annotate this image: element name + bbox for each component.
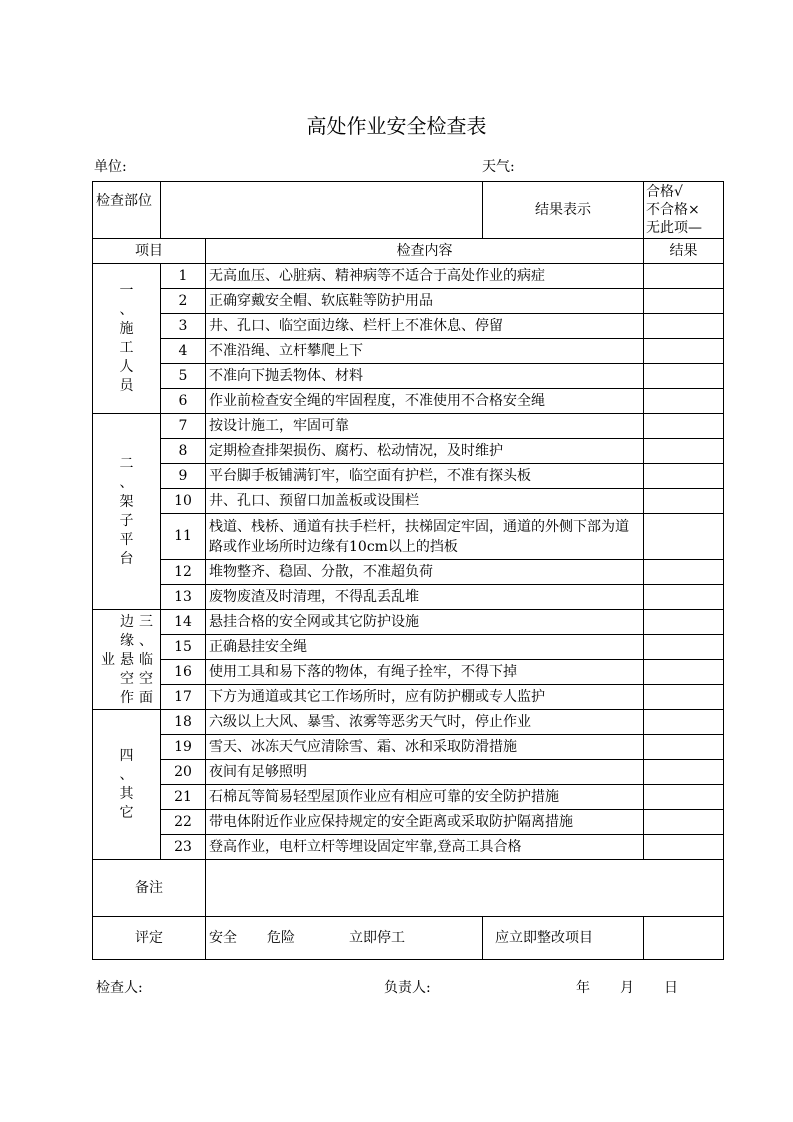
result-legend-label: 结果表示	[483, 182, 644, 239]
table-row	[93, 514, 724, 560]
table-row	[93, 414, 724, 439]
section-3-label: 三 、 临 空 面 边 缘 悬 空 作 业	[93, 610, 161, 710]
inspection-table	[92, 181, 724, 960]
row-number: 5	[161, 364, 206, 389]
table-row	[93, 364, 724, 389]
row-number: 18	[161, 710, 206, 735]
row-number: 20	[161, 760, 206, 785]
row-result-cell[interactable]	[644, 264, 724, 289]
weather-label: 天气:	[482, 159, 515, 175]
row-content: 栈道、栈桥、通道有扶手栏杆，扶梯固定牢固，通道的外侧下部为道路或作业场所时边缘有10cm以上的挡板	[206, 514, 644, 560]
row-result-cell[interactable]	[644, 414, 724, 439]
rating-label: 评定	[93, 917, 206, 960]
section-2-label: 二 、 架 子 平 台	[93, 414, 161, 610]
row-content: 无高血压、心脏病、精神病等不适合于高处作业的病症	[206, 264, 644, 289]
row-result-cell[interactable]	[644, 610, 724, 635]
day-label: 日	[664, 980, 678, 996]
table-row	[93, 760, 724, 785]
row-content: 不准沿绳、立杆攀爬上下	[206, 339, 644, 364]
table-row	[93, 685, 724, 710]
row-content: 定期检查排架损伤、腐朽、松动情况，及时维护	[206, 439, 644, 464]
responsible-label: 负责人:	[384, 980, 431, 996]
rectify-label: 应立即整改项目	[483, 917, 644, 960]
remarks-field[interactable]	[206, 860, 724, 917]
table-row	[93, 585, 724, 610]
row-number: 1	[161, 264, 206, 289]
row-number: 22	[161, 810, 206, 835]
remarks-row	[93, 860, 724, 917]
unit-label: 单位:	[94, 159, 127, 175]
row-result-cell[interactable]	[644, 389, 724, 414]
col-header-result: 结果	[644, 239, 724, 264]
row-content: 井、孔口、预留口加盖板或设围栏	[206, 489, 644, 514]
row-result-cell[interactable]	[644, 685, 724, 710]
row-result-cell[interactable]	[644, 489, 724, 514]
table-row	[93, 835, 724, 860]
row-number: 23	[161, 835, 206, 860]
year-label: 年	[576, 980, 590, 996]
row-content: 石棉瓦等简易轻型屋顶作业应有相应可靠的安全防护措施	[206, 785, 644, 810]
row-number: 6	[161, 389, 206, 414]
row-content: 平台脚手板铺满钉牢，临空面有护栏，不准有探头板	[206, 464, 644, 489]
inspect-part-label: 检查部位	[93, 182, 161, 239]
row-content: 下方为通道或其它工作场所时，应有防护棚或专人监护	[206, 685, 644, 710]
row-result-cell[interactable]	[644, 760, 724, 785]
col-header-content: 检查内容	[206, 239, 644, 264]
row-number: 14	[161, 610, 206, 635]
section-1-label: 一 、 施 工 人 员	[93, 264, 161, 414]
table-row	[93, 489, 724, 514]
table-row	[93, 710, 724, 735]
rating-option-danger[interactable]: 危险	[267, 929, 295, 946]
row-result-cell[interactable]	[644, 710, 724, 735]
month-label: 月	[620, 980, 634, 996]
row-result-cell[interactable]	[644, 660, 724, 685]
row-result-cell[interactable]	[644, 364, 724, 389]
row-content: 六级以上大风、暴雪、浓雾等恶劣天气时，停止作业	[206, 710, 644, 735]
table-row	[93, 289, 724, 314]
rating-options	[206, 917, 483, 960]
row-number: 12	[161, 560, 206, 585]
table-row	[93, 439, 724, 464]
row-content: 堆物整齐、稳固、分散，不准超负荷	[206, 560, 644, 585]
row-content: 正确悬挂安全绳	[206, 635, 644, 660]
rating-row	[93, 917, 724, 960]
table-row	[93, 314, 724, 339]
row-number: 2	[161, 289, 206, 314]
row-number: 11	[161, 514, 206, 560]
page-title: 高处作业安全检查表	[306, 114, 487, 138]
row-content: 使用工具和易下落的物体，有绳子拴牢，不得下掉	[206, 660, 644, 685]
row-number: 21	[161, 785, 206, 810]
row-content: 带电体附近作业应保持规定的安全距离或采取防护隔离措施	[206, 810, 644, 835]
legend-pass: 合格√	[646, 184, 683, 200]
row-result-cell[interactable]	[644, 635, 724, 660]
row-content: 废物废渣及时清理，不得乱丢乱堆	[206, 585, 644, 610]
legend-na: 无此项—	[646, 220, 703, 236]
row-result-cell[interactable]	[644, 339, 724, 364]
row-result-cell[interactable]	[644, 560, 724, 585]
row-content: 夜间有足够照明	[206, 760, 644, 785]
row-number: 4	[161, 339, 206, 364]
info-row	[93, 182, 724, 239]
table-row	[93, 735, 724, 760]
row-result-cell[interactable]	[644, 585, 724, 610]
table-row	[93, 610, 724, 635]
rating-option-stop-work[interactable]: 立即停工	[349, 929, 405, 946]
section-4-label: 四 、 其 它	[93, 710, 161, 860]
table-row	[93, 635, 724, 660]
row-result-cell[interactable]	[644, 735, 724, 760]
row-content: 登高作业，电杆立杆等埋设固定牢靠,登高工具合格	[206, 835, 644, 860]
row-result-cell[interactable]	[644, 289, 724, 314]
row-result-cell[interactable]	[644, 439, 724, 464]
row-content: 悬挂合格的安全网或其它防护设施	[206, 610, 644, 635]
table-row	[93, 785, 724, 810]
row-result-cell[interactable]	[644, 835, 724, 860]
row-number: 17	[161, 685, 206, 710]
row-number: 13	[161, 585, 206, 610]
row-number: 15	[161, 635, 206, 660]
result-legend	[644, 182, 724, 239]
row-number: 9	[161, 464, 206, 489]
row-content: 作业前检查安全绳的牢固程度，不准使用不合格安全绳	[206, 389, 644, 414]
rating-option-safe[interactable]: 安全	[209, 929, 237, 946]
row-number: 7	[161, 414, 206, 439]
table-row	[93, 389, 724, 414]
rectify-field[interactable]	[644, 917, 724, 960]
row-content: 按设计施工，牢固可靠	[206, 414, 644, 439]
row-content: 雪天、冰冻天气应清除雪、霜、冰和采取防滑措施	[206, 735, 644, 760]
table-row	[93, 264, 724, 289]
column-header-row	[93, 239, 724, 264]
remarks-label: 备注	[93, 860, 206, 917]
inspect-part-field[interactable]	[161, 182, 483, 239]
row-number: 8	[161, 439, 206, 464]
row-result-cell[interactable]	[644, 314, 724, 339]
table-row	[93, 660, 724, 685]
row-result-cell[interactable]	[644, 810, 724, 835]
table-row	[93, 560, 724, 585]
row-result-cell[interactable]	[644, 785, 724, 810]
row-number: 3	[161, 314, 206, 339]
col-header-item: 项目	[93, 239, 206, 264]
table-row	[93, 339, 724, 364]
table-row	[93, 810, 724, 835]
row-result-cell[interactable]	[644, 514, 724, 560]
row-content: 井、孔口、临空面边缘、栏杆上不准休息、停留	[206, 314, 644, 339]
row-number: 19	[161, 735, 206, 760]
row-content: 正确穿戴安全帽、软底鞋等防护用品	[206, 289, 644, 314]
legend-fail: 不合格×	[646, 202, 700, 218]
row-result-cell[interactable]	[644, 464, 724, 489]
inspector-label: 检查人:	[96, 980, 143, 996]
date-field	[576, 977, 708, 997]
table-row	[93, 464, 724, 489]
row-number: 10	[161, 489, 206, 514]
row-number: 16	[161, 660, 206, 685]
row-content: 不准向下抛丢物体、材料	[206, 364, 644, 389]
